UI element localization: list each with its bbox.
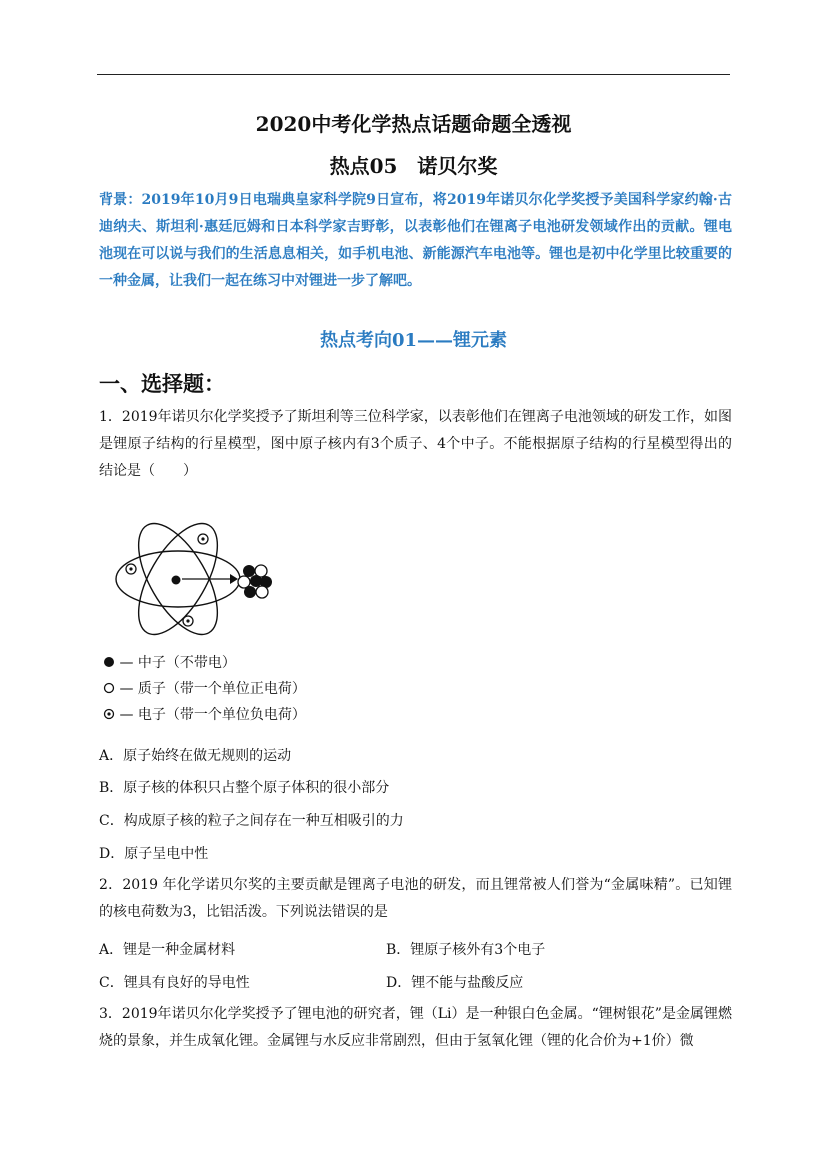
lithium-atom-figure (108, 509, 288, 649)
proton-icon (103, 682, 115, 694)
q1-option-d: D．原子呈电中性 (99, 846, 209, 862)
section-title: 一、选择题： (99, 371, 225, 396)
question-3-stem: 3．2019年诺贝尔化学奖授予了锂电池的研究者，锂（Li）是一种银白色金属。“锂树银花”是金属锂燃烧的景象，并生成氧化锂。金属锂与水反应非常剧烈，但由于氢氧化锂（锂的化合价为+1价）微 (99, 1006, 732, 1049)
legend-dash: — (119, 655, 134, 671)
q2-option-b: B．锂原子核外有3个电子 (386, 942, 546, 958)
background-paragraph: 背景：2019年10月9日电瑞典皇家科学院9日宣布，将2019年诺贝尔化学奖授予美国科学家约翰·古迪纳夫、斯坦利·惠廷厄姆和日本科学家吉野彰，以表彰他们在锂离子电池研发领域作出的贡献。锂电池现在可以说与我们的生活息息相关，如手机电池、新能源汽车电池等。锂也是初中化学里比较重要的一种金属，让我们一起在练习中对锂进一步了解吧。 (99, 192, 732, 289)
legend-proton (103, 678, 306, 698)
document-subtitle: 热点05 诺贝尔奖 (329, 154, 498, 178)
arrow-head-icon (230, 574, 238, 584)
legend-electron-label: 电子（带一个单位负电荷） (137, 707, 306, 723)
legend-dash: — (119, 707, 134, 723)
question-1-stem: 1．2019年诺贝尔化学奖授予了斯坦利等三位科学家，以表彰他们在锂离子电池领域的研发工作，如图是锂原子结构的行星模型，图中原子核内有3个质子、4个中子。不能根据原子结构的行星模型得出的结论是（ ） (99, 409, 732, 479)
legend-electron (103, 704, 306, 724)
q2-option-a: A．锂是一种金属材料 (99, 942, 236, 958)
q1-option-b: B．原子核的体积只占整个原子体积的很小部分 (99, 780, 390, 796)
q2-option-d: D．锂不能与盐酸反应 (386, 975, 524, 991)
question-2-stem: 2．2019 年化学诺贝尔奖的主要贡献是锂离子电池的研发，而且锂常被人们誉为“金属味精”。已知锂的核电荷数为3，比铝活泼。下列说法错误的是 (99, 877, 732, 920)
nucleus-icon (172, 576, 181, 585)
legend-neutron (103, 652, 236, 672)
header-rule (97, 74, 730, 75)
neutron-icon (103, 656, 115, 668)
q1-option-c: C．构成原子核的粒子之间存在一种互相吸引的力 (99, 813, 404, 829)
document-title: 2020中考化学热点话题命题全透视 (255, 112, 572, 136)
q1-option-a: A．原子始终在做无规则的运动 (99, 748, 292, 764)
legend-neutron-label: 中子（不带电） (137, 655, 236, 671)
electron-legend-icon (103, 708, 115, 720)
direction-title: 热点考向01——锂元素 (319, 330, 508, 351)
q2-option-c: C．锂具有良好的导电性 (99, 975, 250, 991)
legend-proton-label: 质子（带一个单位正电荷） (137, 681, 306, 697)
nucleus-enlarged-icon (238, 565, 272, 598)
legend-dash: — (119, 681, 134, 697)
